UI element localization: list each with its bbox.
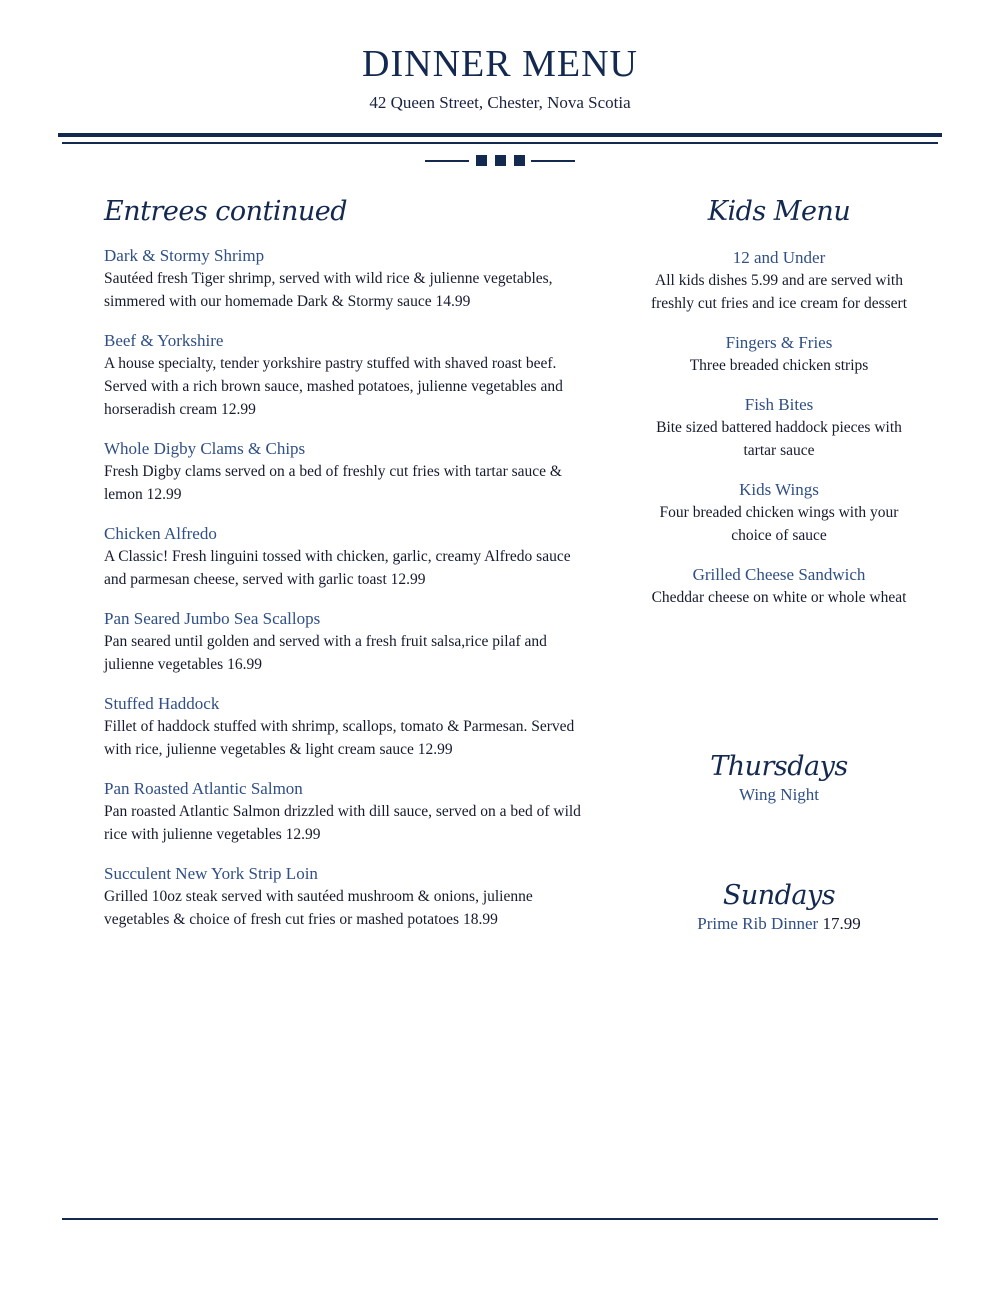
kids-menu-heading: Kids Menu — [707, 196, 851, 227]
kids-item-description: Cheddar cheese on white or whole wheat — [651, 589, 907, 606]
menu-item-name: Chicken Alfredo — [104, 524, 217, 543]
menu-item — [104, 777, 594, 846]
menu-item-description: A house specialty, tender yorkshire pastry stuffed with shaved roast beef. Served with a rich brown sauce, mashed potatoes, julienne vegetables and horseradish cream 12.99 — [104, 355, 563, 418]
footer-divider — [62, 1218, 938, 1220]
kids-item — [646, 393, 912, 462]
menu-item-name: Beef & Yorkshire — [104, 331, 224, 350]
menu-item-description: A Classic! Fresh linguini tossed with chicken, garlic, creamy Alfredo sauce and parmesan cheese, served with garlic toast 12.99 — [104, 548, 571, 588]
menu-item-name: Succulent New York Strip Loin — [104, 864, 318, 883]
kids-menu-section — [646, 192, 912, 625]
menu-item-name: Pan Seared Jumbo Sea Scallops — [104, 609, 321, 628]
menu-item — [104, 522, 594, 591]
kids-item-name: Fish Bites — [744, 395, 814, 414]
ornament-square — [476, 155, 487, 166]
menu-item — [104, 862, 594, 931]
page-title: DINNER MENU — [362, 43, 638, 85]
menu-item — [104, 692, 594, 761]
ornament-line-right — [531, 160, 575, 162]
header-divider-thin — [62, 142, 938, 144]
kids-item — [646, 563, 912, 609]
entrees-section — [104, 192, 594, 947]
sunday-special-line — [646, 913, 912, 935]
header-divider-thick — [58, 133, 942, 137]
kids-item-name: Grilled Cheese Sandwich — [692, 565, 866, 584]
ornament-line-left — [425, 160, 469, 162]
sunday-heading: Sundays — [722, 880, 836, 911]
menu-item-description: Pan seared until golden and served with a fresh fruit salsa,rice pilaf and julienne vegetables 16.99 — [104, 633, 547, 673]
entrees-heading: Entrees continued — [104, 196, 348, 227]
menu-item — [104, 244, 594, 313]
menu-item-name: Whole Digby Clams & Chips — [104, 439, 306, 458]
address: 42 Queen Street, Chester, Nova Scotia — [369, 93, 631, 112]
menu-item-description: Fresh Digby clams served on a bed of freshly cut fries with tartar sauce & lemon 12.99 — [104, 463, 562, 503]
menu-item — [104, 329, 594, 421]
menu-item-name: Stuffed Haddock — [104, 694, 220, 713]
menu-item-description: Sautéed fresh Tiger shrimp, served with wild rice & julienne vegetables, simmered with our homemade Dark & Stormy sauce 14.99 — [104, 270, 553, 310]
menu-item-name: Pan Roasted Atlantic Salmon — [104, 779, 303, 798]
menu-item — [104, 607, 594, 676]
ornament-divider — [425, 154, 577, 168]
entrees-list — [104, 244, 594, 931]
kids-item-description: Three breaded chicken strips — [689, 357, 869, 374]
thursday-special — [646, 750, 912, 806]
sunday-special-text: Prime Rib Dinner — [697, 914, 819, 933]
sunday-special — [646, 879, 912, 935]
kids-item — [646, 246, 912, 315]
menu-item-description: Fillet of haddock stuffed with shrimp, scallops, tomato & Parmesan. Served with rice, julienne vegetables & light cream sauce 12.99 — [104, 718, 575, 758]
kids-item — [646, 331, 912, 377]
kids-item — [646, 478, 912, 547]
kids-item-description: All kids dishes 5.99 and are served with freshly cut fries and ice cream for dessert — [650, 272, 908, 312]
thursday-heading: Thursdays — [710, 751, 848, 782]
sunday-special-price: 17.99 — [822, 914, 861, 933]
kids-item-name: Kids Wings — [739, 480, 819, 499]
menu-item-description: Grilled 10oz steak served with sautéed mushroom & onions, julienne vegetables & choice of fresh cut fries or mashed potatoes 18.99 — [104, 888, 533, 928]
ornament-square — [495, 155, 506, 166]
menu-item-name: Dark & Stormy Shrimp — [104, 246, 265, 265]
kids-item-description: Bite sized battered haddock pieces with tartar sauce — [656, 419, 902, 459]
menu-item — [104, 437, 594, 506]
ornament-square — [514, 155, 525, 166]
kids-item-name: Fingers & Fries — [725, 333, 833, 352]
kids-item-description: Four breaded chicken wings with your choice of sauce — [659, 504, 899, 544]
kids-item-name: 12 and Under — [732, 248, 826, 267]
thursday-special-text: Wing Night — [738, 785, 820, 804]
menu-item-description: Pan roasted Atlantic Salmon drizzled with dill sauce, served on a bed of wild rice with julienne vegetables 12.99 — [104, 803, 581, 843]
